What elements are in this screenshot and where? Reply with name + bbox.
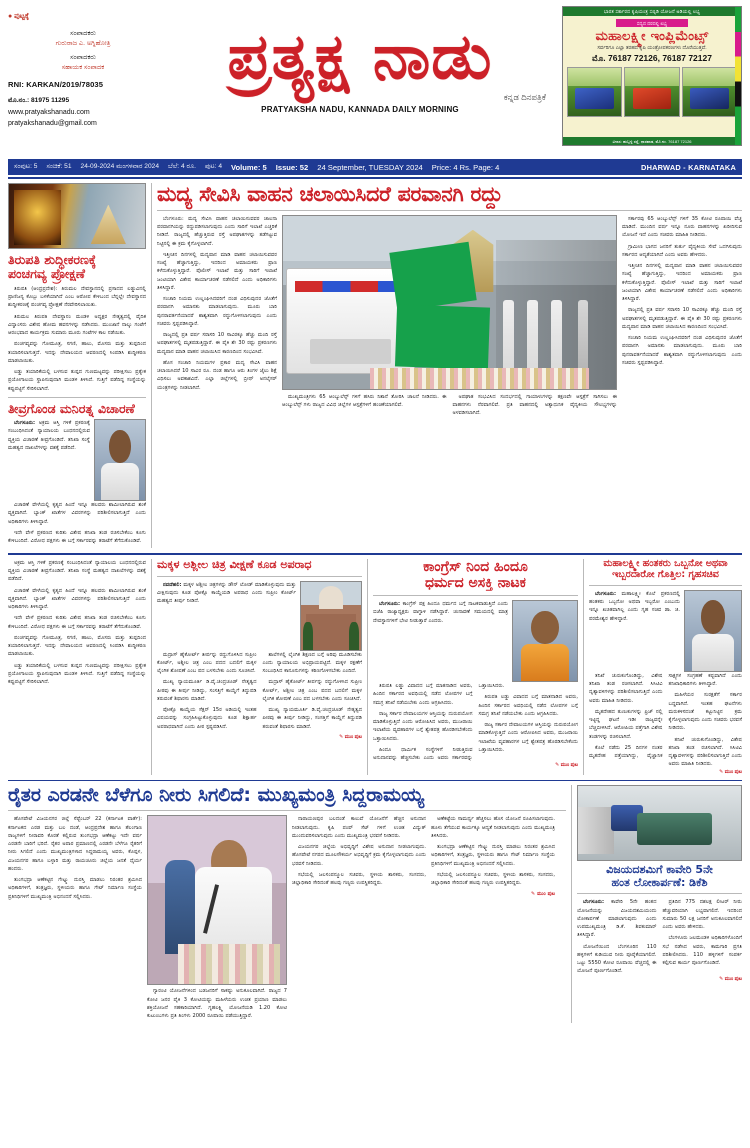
newspaper-subtitle-english: PRATYAKSHA NADU, KANNADA DAILY MORNING <box>261 105 459 115</box>
lead-para-9: ಗ್ರಾಮೀಣ ಭಾಗದ ಜನರಿಗೆ ತುರ್ತು ವೈದ್ಯಕೀಯ ಸೇವೆ ಒದಗಿಸುವುದು ಸರ್ಕಾರದ ಆದ್ಯತೆಯಾಗಿದೆ ಎಂದು ಅವರು ಹೇಳಿದರು. <box>622 243 742 258</box>
podium-flowers <box>178 944 280 984</box>
mid-story-2-intro <box>373 600 508 682</box>
left-band-continued <box>8 559 146 687</box>
left-story-2-portrait-photo <box>94 419 146 501</box>
publication-info-bar <box>8 159 742 175</box>
ad-description: ಸರ್ವರಿಗೂ ಎಲ್ಲಾ ತರಹದ ಕೃಷಿ ಯಂತ್ರೋಪಕರಣಗಳು ದೊರೆಯುತ್ತವೆ. <box>597 45 707 51</box>
lead-story-center <box>282 215 617 418</box>
mid-story-1-para-1: ನವದೆಹಲಿ: ಮಕ್ಕಳ ಅಶ್ಲೀಲ ಚಿತ್ರಗಳನ್ನು ಡೌನ್ ಲೋಡ್ ಮಾಡಿಕೊಳ್ಳುವುದು ಮತ್ತು ವೀಕ್ಷಿಸುವುದು ಕೂಡ ಪೋಕ್ಸೊ ಕಾಯ್ದೆಯಡಿ ಅಪರಾಧ ಎಂದು ಸುಪ್ರೀಂ ಕೋರ್ಟ್ ಮಹತ್ವದ ತೀರ್ಪು ನೀಡಿದೆ. <box>157 581 296 605</box>
ad-phone: ಮೊ. 76187 72126, 76187 72127 <box>592 53 712 63</box>
bottom-right-para-3: ಪ್ರತಿದಿನ 775 ದಶಲಕ್ಷ ಲೀಟರ್ ನೀರು ಹೆಚ್ಚುವರಿಯಾಗಿ ಲಭ್ಯವಾಗಲಿದೆ. ಇದರಿಂದ ಸುಮಾರು 50 ಲಕ್ಷ ಜನರಿಗೆ ಅನುಕೂಲವಾಗಲಿದೆ ಎಂದು ಅವರು ಹೇಳಿದರು. <box>662 899 742 931</box>
section-divider-2 <box>8 780 742 782</box>
siddaramaiah-podium-photo <box>147 815 287 985</box>
mid-story-1-para-7: ಮುಖ್ಯ ನ್ಯಾಯಮೂರ್ತಿ ಡಿ.ವೈ.ಚಂದ್ರಚೂಡ್ ನೇತೃತ್ವದ ಪೀಠವು ಈ ತೀರ್ಪು ನೀಡಿದ್ದು, ಸಂಸತ್ತಿಗೆ ಕಾಯ್ದೆಗೆ ತಿದ್ದುಪಡಿ ತರುವಂತೆ ಶಿಫಾರಸು ಮಾಡಿದೆ. <box>262 707 362 730</box>
visitors-group <box>578 807 614 854</box>
ad-product-images <box>563 67 741 117</box>
bottom-story-photo-col <box>147 815 287 1023</box>
column-divider-1 <box>151 183 152 548</box>
left-band-para-4: ಪಂಚಗವ್ಯವನ್ನು ಗೋಮೂತ್ರ, ಸಗಣಿ, ಹಾಲು, ಮೊಸರು ಮತ್ತು ತುಪ್ಪದಿಂದ ತಯಾರಿಸಲಾಗುತ್ತದೆ. ಇದನ್ನು ದೇವಾಲಯದ ಆವರಣದಲ್ಲಿ ಸಿಂಪಡಿಸಿ ಶುದ್ಧೀಕರಣ ಮಾಡಲಾಯಿತು. <box>8 634 146 658</box>
right-story-para-5: ಮಹಿಳೆಯರ ಸುರಕ್ಷತೆಗೆ ಸರ್ಕಾರ ಬದ್ಧವಾಗಿದೆ. ಇಂತಹ ಘಟನೆಗಳು ಮರುಕಳಿಸದಂತೆ ಕಟ್ಟುನಿಟ್ಟಿನ ಕ್ರಮ ಕೈಗೊಳ್ಳಲಾಗುವುದು ಎಂದು ಸಚಿವರು ಭರವಸೆ ನೀಡಿದರು. <box>668 692 742 732</box>
lead-story-col-3 <box>622 215 742 418</box>
mid-story-2-dateline: ಬೆಂಗಳೂರು: <box>379 601 401 608</box>
editor-label-2: ಸಂಪಾದಕರು <box>70 54 96 62</box>
mid-story-2-headline[interactable] <box>373 559 578 591</box>
minister-head <box>701 600 726 634</box>
green-flag-upper <box>389 242 476 311</box>
lead-para-6: ಮುಖ್ಯಮಂತ್ರಿಗಳು 65 ಆಂಬ್ಯುಲೆನ್ಸ್ ಗಳಿಗೆ ಹಸಿರು ನಿಶಾನೆ ತೋರಿಸಿ ಚಾಲನೆ ನೀಡಿದರು. ಈ ಆಂಬ್ಯುಲೆನ್ಸ್ ಗಳು ರಾಜ್ಯದ ವಿವಿಧ ಜಿಲ್ಲೆಗಳ ಆಸ್ಪತ್ರೆಗಳಿಗೆ ಹಂಚಿಕೆಯಾಗಲಿವೆ. <box>282 393 447 409</box>
mid-story-2-para-3: ರಾಜ್ಯ ಸರ್ಕಾರ ದೇವಾಲಯಗಳ ಆಸ್ತಿಯನ್ನು ದುರುಪಯೋಗ ಮಾಡಿಕೊಳ್ಳುತ್ತಿದೆ ಎಂದು ಆರೋಪಿಸಿದ ಅವರು, ಮುಜರಾಯಿ ಇಲಾಖೆಯ ವ್ಯವಹಾರಗಳ ಬಗ್ಗೆ ಶ್ವೇತಪತ್ರ ಹೊರಡಿಸಬೇಕೆಂದು ಒತ್ತಾಯಿಸಿದರು. <box>373 710 473 742</box>
column-divider-2 <box>151 559 152 775</box>
ad-business-name: ಮಹಾಲಕ್ಷ್ಮೀ ಇಂಪ್ಲಿಮೆಂಟ್ಸ್ <box>595 29 709 44</box>
bottom-right-para-1: ಬೆಂಗಳೂರು: ಕಾವೇರಿ 5ನೇ ಹಂತದ ಯೋಜನೆಯನ್ನು ವಿಜಯದಶಮಿಯಂದು ಲೋಕಾರ್ಪಣೆ ಮಾಡಲಾಗುವುದು ಎಂದು ಉಪಮುಖ್ಯಮಂತ್ರಿ ಡಿ.ಕೆ. ಶಿವಕುಮಾರ್ ತಿಳಿಸಿದ್ದಾರೆ. <box>577 899 657 939</box>
lead-story-body-area <box>157 215 742 418</box>
mid-story-2-headline-line1: ಕಾಂಗ್ರೆಸ್ ನಿಂದ ಹಿಂದೂ <box>423 558 528 575</box>
masthead-contact <box>8 96 158 129</box>
left-band-para-1: ಅಕ್ರಮ ಆಸ್ತಿ ಗಳಿಕೆ ಪ್ರಕರಣಕ್ಕೆ ಸಂಬಂಧಿಸಿದಂತೆ ನ್ಯಾಯಾಲಯ ಬಂಧನದಲ್ಲಿರುವ ವ್ಯಕ್ತಿಯ ವಿಚಾರಣೆ ತೀವ್ರಗೊಂಡಿದೆ. ತನಿಖಾ ಸಂಸ್ಥೆ ಮಹತ್ವದ ದಾಖಲೆಗಳನ್ನು ವಶಕ್ಕೆ ಪಡೆದಿದೆ. <box>8 559 146 583</box>
bottom-story-headline[interactable]: ರೈತರ ಎರಡನೇ ಬೆಳೆಗೂ ನೀರು ಸಿಗಲಿದೆ: ಮುಖ್ಯಮಂತ್ರಿ ಸಿದ್ದರಾಮಯ್ಯ <box>8 784 425 807</box>
mid-story-2 <box>373 559 578 775</box>
lead-story-col-1 <box>157 215 277 418</box>
bottom-right-headline-line1: ವಿಜಯದಶಮಿಗೆ ಕಾವೇರಿ 5ನೇ <box>606 863 713 877</box>
bottom-right-para-4: ಬೆಂಗಳೂರು ಜಲಮಂಡಳಿ ಅಧಿಕಾರಿಗಳೊಂದಿಗೆ ಸಭೆ ನಡೆಸಿದ ಅವರು, ಕಾಮಗಾರಿ ಪ್ರಗತಿ ಪರಿಶೀಲಿಸಿದರು. 110 ಹಳ್ಳಿಗಳಿಗೆ ಸಂಪರ್ಕ ಕಲ್ಪಿಸುವ ಕಾರ್ಯ ಪೂರ್ಣಗೊಂಡಿದೆ. <box>662 935 742 967</box>
water-treatment-plant-photo <box>577 785 742 861</box>
left-band-para-2: ವಿಚಾರಣೆ ವೇಳೆಯಲ್ಲಿ ಕೃತ್ಯದ ಹಿಂದೆ ಇನ್ನೂ ಹಲವರು ಶಾಮೀಲಾಗಿರುವ ಶಂಕೆ ವ್ಯಕ್ತವಾಗಿದೆ. ಬ್ಯಾಂಕ್ ಖಾತೆಗಳ ವಿವರಗಳನ್ನು ಪರಿಶೀಲಿಸಲಾಗುತ್ತಿದೆ ಎಂದು ಅಧಿಕಾರಿಗಳು ತಿಳಿಸಿದ್ದಾರೆ. <box>8 587 146 611</box>
masthead-credit-2 <box>8 53 158 72</box>
bottom-para-8: ತುಂಗಭದ್ರಾ ಆಣೆಕಟ್ಟಿನ ಗೇಟ್ನ್ನು ದುರಸ್ತಿ ಮಾಡಲು ನಿರಂತರ ಶ್ರಮಿಸಿದ ಅಧಿಕಾರಿಗಳಿಗೆ, ತಂತ್ರಜ್ಞರು, ಸ್ಥಳೀಯರು ಹಾಗೂ ಗೇಟ್ ನಿರ್ಮಾಣ ಸಂಸ್ಥೆಯ ಪ್ರತಿನಿಧಿಗಳಿಗೆ ಮುಖ್ಯಮಂತ್ರಿ ಅಭಿನಂದನೆ ಸಲ್ಲಿಸಿದರು. <box>431 844 555 867</box>
mid-story-2-para-5: ತಿರುಪತಿ ಲಡ್ಡು ವಿವಾದದ ಬಗ್ಗೆ ಮಾತನಾಡಿದ ಅವರು, ಹಿಂದಿನ ಸರ್ಕಾರದ ಅವಧಿಯಲ್ಲಿ ನಡೆದ ಲೋಪಗಳ ಬಗ್ಗೆ ಸಮಗ್ರ ತನಿಖೆ ನಡೆಯಬೇಕು ಎಂದು ಆಗ್ರಹಿಸಿದರು. <box>478 694 578 717</box>
info-kn-price: ಬೆಲೆ: 4 ರೂ. <box>167 163 196 170</box>
ad-product-plough-image <box>567 67 622 117</box>
rni-number: RNI: KARKAN/2019/78035 <box>8 80 104 90</box>
right-story-para-2: ತನಿಖೆ ಚುರುಕುಗೊಂಡಿದ್ದು, ವಿಶೇಷ ತನಿಖಾ ತಂಡ ರಚಿಸಲಾಗಿದೆ. ಸಿಸಿಟಿವಿ ದೃಶ್ಯಾವಳಿಗಳನ್ನು ಪರಿಶೀಲಿಸಲಾಗುತ್ತಿದೆ ಎಂದು ಅವರು ಮಾಹಿತಿ ನೀಡಿದರು. <box>589 672 663 704</box>
left-story-1-headline-line1: ತಿರುಪತಿ ಶುದ್ಧೀಕರಣಕ್ಕೆ <box>8 252 97 267</box>
right-story-para-6: ತನಿಖೆ ಚುರುಕುಗೊಂಡಿದ್ದು, ವಿಶೇಷ ತನಿಖಾ ತಂಡ ರಚಿಸಲಾಗಿದೆ. ಸಿಸಿಟಿವಿ ದೃಶ್ಯಾವಳಿಗಳನ್ನು ಪರಿಶೀಲಿಸಲಾಗುತ್ತಿದೆ ಎಂದು ಅವರು ಮಾಹಿತಿ ನೀಡಿದರು. <box>668 736 742 768</box>
left-story-2-para-1: ಬೆಂಗಳೂರು: ಅಕ್ರಮ ಆಸ್ತಿ ಗಳಿಕೆ ಪ್ರಕರಣಕ್ಕೆ ಸಂಬಂಧಿಸಿದಂತೆ ನ್ಯಾಯಾಲಯ ಬಂಧನದಲ್ಲಿರುವ ವ್ಯಕ್ತಿಯ ವಿಚಾರಣೆ ತೀವ್ರಗೊಂಡಿದೆ. ತನಿಖಾ ಸಂಸ್ಥೆ ಮಹತ್ವದ ದಾಖಲೆಗಳನ್ನು ವಶಕ್ಕೆ ಪಡೆದಿದೆ. <box>8 420 90 451</box>
ad-footer-address: ವಿಳಾಸ: ಹುಬ್ಬಳ್ಳಿ ರಸ್ತೆ, ಧಾರವಾಡ, ಮೊ.ನಂ. 76187 72126 <box>563 137 741 145</box>
flower-decoration <box>370 368 590 389</box>
lead-para-10: ಇತ್ತೀಚಿನ ದಿನಗಳಲ್ಲಿ ಮದ್ಯಪಾನ ಮಾಡಿ ವಾಹನ ಚಲಾಯಿಸುವವರ ಸಂಖ್ಯೆ ಹೆಚ್ಚಾಗುತ್ತಿದ್ದು, ಇದರಿಂದ ಅಮಾಯಕರು ಪ್ರಾಣ ಕಳೆದುಕೊಳ್ಳುತ್ತಿದ್ದಾರೆ. ಪೊಲೀಸ್ ಇಲಾಖೆ ಮತ್ತು ಸಾರಿಗೆ ಇಲಾಖೆ ಜಂಟಿಯಾಗಿ ವಿಶೇಷ ಕಾರ್ಯಾಚರಣೆ ನಡೆಸಲಿದೆ ಎಂದು ಅಧಿಕಾರಿಗಳು ತಿಳಿಸಿದ್ದಾರೆ. <box>622 263 742 303</box>
mid-story-2-headline-line2: ಧರ್ಮದ ಅಸಕ್ತಿ ನಾಟಕ <box>425 575 526 592</box>
mid-story-2-more-link[interactable]: ✎ ಮುಂ ಪುಟ <box>555 762 578 769</box>
editor-name-1: ಗುರುರಾಜ ಎ. ಅಗ್ನಿಹೋತ್ರಿ <box>55 39 111 47</box>
ad-color-strip <box>735 7 741 145</box>
second-band <box>8 559 742 775</box>
info-date: 24 September, TUESDAY 2024 <box>317 162 423 172</box>
mid-story-1-para-4: ಪೋಕ್ಸೊ ಕಾಯ್ದೆಯ ಸೆಕ್ಷನ್ 15ರ ಅಡಿಯಲ್ಲಿ ಇಂತಹ ವಿಷಯವನ್ನು ಸಂಗ್ರಹಿಸಿಟ್ಟುಕೊಳ್ಳುವುದು ಕೂಡ ಶಿಕ್ಷಾರ್ಹ ಅಪರಾಧವಾಗಿದೆ ಎಂದು ಪೀಠ ಸ್ಪಷ್ಟಪಡಿಸಿದೆ. <box>157 707 257 730</box>
bottom-right-rule <box>577 893 742 894</box>
supreme-court-dome <box>319 586 343 609</box>
lead-para-7: ಅಪಘಾತ ಸಂಭವಿಸಿದ ಸಂದರ್ಭದಲ್ಲಿ ಗಾಯಾಳುಗಳನ್ನು ತಕ್ಷಣವೇ ಆಸ್ಪತ್ರೆಗೆ ಸಾಗಿಸಲು ಈ ವಾಹನಗಳು ನೆರವಾಗಲಿವೆ. ಪ್ರತಿ ವಾಹನದಲ್ಲಿ ಅತ್ಯಾಧುನಿಕ ವೈದ್ಯಕೀಯ ಸೌಲಭ್ಯಗಳನ್ನು ಅಳವಡಿಸಲಾಗಿದೆ. <box>452 393 617 417</box>
contact-phone: ಮೊ.ನಂ.: 81975 11295 <box>8 97 70 105</box>
mid-story-2-para-6: ರಾಜ್ಯ ಸರ್ಕಾರ ದೇವಾಲಯಗಳ ಆಸ್ತಿಯನ್ನು ದುರುಪಯೋಗ ಮಾಡಿಕೊಳ್ಳುತ್ತಿದೆ ಎಂದು ಆರೋಪಿಸಿದ ಅವರು, ಮುಜರಾಯಿ ಇಲಾಖೆಯ ವ್ಯವಹಾರಗಳ ಬಗ್ಗೆ ಶ್ವೇತಪತ್ರ ಹೊರಡಿಸಬೇಕೆಂದು ಒತ್ತಾಯಿಸಿದರು. <box>478 722 578 753</box>
masthead <box>8 6 742 156</box>
lead-para-11: ರಾಜ್ಯದಲ್ಲಿ ಪ್ರತಿ ವರ್ಷ ಸರಾಸರಿ 10 ಸಾವಿರಕ್ಕೂ ಹೆಚ್ಚು ಮಂದಿ ರಸ್ತೆ ಅಪಘಾತಗಳಲ್ಲಿ ಮೃತಪಡುತ್ತಿದ್ದಾರೆ. ಈ ಪೈಕಿ ಶೇ 30 ರಷ್ಟು ಪ್ರಕರಣಗಳು ಮದ್ಯಪಾನ ಮಾಡಿ ವಾಹನ ಚಲಾಯಿಸಿದ ಕಾರಣದಿಂದ ಸಂಭವಿಸಿವೆ. <box>622 307 742 330</box>
mid-story-1-para-3: ಮುಖ್ಯ ನ್ಯಾಯಮೂರ್ತಿ ಡಿ.ವೈ.ಚಂದ್ರಚೂಡ್ ನೇತೃತ್ವದ ಪೀಠವು ಈ ತೀರ್ಪು ನೀಡಿದ್ದು, ಸಂಸತ್ತಿಗೆ ಕಾಯ್ದೆಗೆ ತಿದ್ದುಪಡಿ ತರುವಂತೆ ಶಿಫಾರಸು ಮಾಡಿದೆ. <box>157 679 257 702</box>
masthead-title-block <box>158 6 562 114</box>
column-divider-3 <box>367 559 368 775</box>
bottom-para-1: ಹೊಸಪೇಟೆ ವಿಜಯನಗರ ಜಿಲ್ಲೆ ಸೆಪ್ಟೆಂಬರ್ 22 (ಕರ್ನಾಟಕ ವಾರ್ತೆ): ಕರ್ನಾಟಕದ ಎರಡ ಮತ್ತು ಬಲ ದಂಡೆ, ಆಂಧ್ರಪ್ರದೇಶ ಹಾಗೂ ತೆಲಂಗಾಣ ರಾಜ್ಯಗಳಿಗೆ ನೀರಾವರಿ ಕೊರತೆ ಕಲ್ಲಿರುವ ತುಂಗಭದ್ರಾ ಆಣೆಕಟ್ಟು ಇದೇ ವರ್ಷ ಎರಡನೇ ಬಾರಿಗೆ ಭರಿದೆ. ರೈತರ ಅಪಾರ ಪ್ರಮಾಣದಲ್ಲಿ ಎರಡನೇ ಬೆಳೆಗೂ ರೈತರಿಗೆ ನೀರು ಸಿಗಲಿದೆ ಎಂದು ಮುಖ್ಯಮಂತ್ರಿಗಳಾದ ಸಿದ್ದರಾಮಯ್ಯ ಅವರು, ಕೊಪ್ಪಳ, ವಿಜಯನಗರ ಹಾಗೂ ಬಳ್ಳಾರಿ ಮತ್ತು ರಾಯಚೂರು ಜಿಲ್ಲೆಯ ಜನತೆ ಧೈರ್ಯ ಹಂದರು. <box>8 816 142 872</box>
left-story-1-para-1: ತಿರುಪತಿ (ಆಂಧ್ರಪ್ರದೇಶ): ತಿರುಮಲ ದೇವಸ್ಥಾನದಲ್ಲಿ ಪ್ರಸಾದದ ಲಡ್ಡುವಿನಲ್ಲಿ ಪ್ರಾಣಿಜನ್ಯ ಕೊಬ್ಬು ಬಳಕೆಯಾಗಿದೆ ಎಂಬ ಆರೋಪ ಕೇಳಿಬಂದ ಬೆನ್ನಲ್ಲೇ ದೇವಸ್ಥಾನದ ಶುದ್ಧೀಕರಣಕ್ಕೆ ಪಂಚಗವ್ಯ ಪ್ರೋಕ್ಷಣೆ ನೆರವೇರಿಸಲಾಯಿತು. <box>8 285 146 309</box>
bottom-story-rule <box>8 810 566 811</box>
lead-para-12: ಸಂಚಾರಿ ನಿಯಮ ಉಲ್ಲಂಘಿಸಿದವರಿಗೆ ದಂಡ ವಿಧಿಸುವುದರ ಜೊತೆಗೆ ಪರವಾನಗಿ ಅಮಾನತು ಮಾಡಲಾಗುವುದು. ಮೂರು ಬಾರಿ ಪುನರಾವರ್ತನೆಯಾದರೆ ಶಾಶ್ವತವಾಗಿ ರದ್ದುಗೊಳಿಸಲಾಗುವುದು ಎಂದು ಸಚಿವರು ಸ್ಪಷ್ಟಪಡಿಸಿದ್ದಾರೆ. <box>622 335 742 366</box>
leader-head <box>531 611 559 645</box>
contact-website[interactable]: www.pratyakshanadu.com <box>8 108 90 116</box>
mid-story-1-body <box>157 651 362 734</box>
bottom-para-2: ತುಂಗಭದ್ರಾ ಆಣೆಕಟ್ಟಿನ ಗೇಟ್ನ್ನು ದುರಸ್ತಿ ಮಾಡಲು ನಿರಂತರ ಶ್ರಮಿಸಿದ ಅಧಿಕಾರಿಗಳಿಗೆ, ತಂತ್ರಜ್ಞರು, ಸ್ಥಳೀಯರು ಹಾಗೂ ಗೇಟ್ ನಿರ್ಮಾಣ ಸಂಸ್ಥೆಯ ಪ್ರತಿನಿಧಿಗಳಿಗೆ ಮುಖ್ಯಮಂತ್ರಿ ಅಭಿನಂದನೆ ಸಲ್ಲಿಸಿದರು. <box>8 877 142 900</box>
left-story-1-headline-line2: ಪಂಚಗವ್ಯ ಪ್ರೋಕ್ಷಣೆ <box>8 266 85 282</box>
right-story-headline[interactable] <box>589 559 742 581</box>
lead-para-2: ಇತ್ತೀಚಿನ ದಿನಗಳಲ್ಲಿ ಮದ್ಯಪಾನ ಮಾಡಿ ವಾಹನ ಚಲಾಯಿಸುವವರ ಸಂಖ್ಯೆ ಹೆಚ್ಚಾಗುತ್ತಿದ್ದು, ಇದರಿಂದ ಅಮಾಯಕರು ಪ್ರಾಣ ಕಳೆದುಕೊಳ್ಳುತ್ತಿದ್ದಾರೆ. ಪೊಲೀಸ್ ಇಲಾಖೆ ಮತ್ತು ಸಾರಿಗೆ ಇಲಾಖೆ ಜಂಟಿಯಾಗಿ ವಿಶೇಷ ಕಾರ್ಯಾಚರಣೆ ನಡೆಸಲಿದೆ ಎಂದು ಅಧಿಕಾರಿಗಳು ತಿಳಿಸಿದ್ದಾರೆ. <box>157 251 277 291</box>
bottom-story-columns <box>8 815 566 1023</box>
portrait-head <box>109 430 131 464</box>
masthead-advertisement[interactable] <box>562 6 742 146</box>
main-column <box>157 183 742 548</box>
lead-para-1: ಬೆಂಗಳೂರು: ಮದ್ಯ ಸೇವಿಸಿ ವಾಹನ ಚಲಾಯಿಸುವವರ ಚಾಲನಾ ಪರವಾನಗಿಯನ್ನು ರದ್ದುಪಡಿಸಲಾಗುವುದು ಎಂದು ಸಾರಿಗೆ ಇಲಾಖೆ ಎಚ್ಚರಿಕೆ ನೀಡಿದೆ. ರಾಜ್ಯದಲ್ಲಿ ಹೆಚ್ಚುತ್ತಿರುವ ರಸ್ತೆ ಅಪಘಾತಗಳನ್ನು ತಡೆಗಟ್ಟುವ ನಿಟ್ಟಿನಲ್ಲಿ ಈ ಕ್ರಮ ಕೈಗೊಳ್ಳಲಾಗಿದೆ. <box>157 215 277 247</box>
mid-story-1-para-2: ಮದ್ರಾಸ್ ಹೈಕೋರ್ಟ್ ತೀರ್ಪನ್ನು ರದ್ದುಗೊಳಿಸಿದ ಸುಪ್ರೀಂ ಕೋರ್ಟ್, ಅಶ್ಲೀಲ ಚಿತ್ರ ಎಂಬ ಪದದ ಬದಲಿಗೆ ಮಕ್ಕಳ ಲೈಂಗಿಕ ಶೋಷಣೆ ಎಂಬ ಪದ ಬಳಸಬೇಕು ಎಂದು ಸೂಚಿಸಿದೆ. <box>157 651 257 675</box>
info-kn-issue: ಸಂಚಿಕೆ: 51 <box>46 163 72 170</box>
bottom-para-9: ಸಭೆಯಲ್ಲಿ ಜಲಸಂಪನ್ಮೂಲ ಸಚಿವರು, ಸ್ಥಳೀಯ ಶಾಸಕರು, ಸಂಸದರು, ಜಿಲ್ಲಾಧಿಕಾರಿ ಸೇರಿದಂತೆ ಹಲವು ಗಣ್ಯರು ಉಪಸ್ಥಿತರಿದ್ದರು. <box>431 871 555 887</box>
right-story-intro <box>589 590 680 672</box>
mid-story-2-para-4: ಹಿಂದೂ ಧಾರ್ಮಿಕ ಸಂಸ್ಥೆಗಳಿಗೆ ನೀಡುತ್ತಿರುವ ಅನುದಾನವನ್ನು ಹೆಚ್ಚಿಸಬೇಕು ಎಂದು ಅವರು ಸರ್ಕಾರವನ್ನು ಒತ್ತಾಯಿಸಿದರು. <box>373 683 505 762</box>
left-story-1-body <box>8 285 146 393</box>
deity-figure <box>14 190 60 245</box>
editor-name-2: ಸಹಾಯಕ ಸಂಪಾದಕ <box>61 63 105 71</box>
left-story-2-headline[interactable]: ತೀವ್ರಗೊಂಡ ಮನಿರತ್ನ ವಿಚಾರಣೆ <box>8 400 135 416</box>
masthead-bullet: ● ಪುಟ್ಟಕ್ಕೆ <box>8 13 30 20</box>
portrait-body <box>101 463 139 500</box>
lead-story-col-2 <box>282 393 617 418</box>
info-issue: Issue: 52 <box>275 162 309 172</box>
header-rule <box>8 177 742 179</box>
bottom-story-more-link[interactable]: ✎ ಮುಂ ಪುಟ <box>531 891 555 898</box>
masthead-credit-1 <box>8 29 158 48</box>
bottom-right-story <box>577 785 742 1023</box>
mid-story-1-headline[interactable]: ಮಕ್ಕಳ ಅಶ್ಲೀಲ ಚಿತ್ರ ವೀಕ್ಷಣೆ ಕೂಡ ಅಪರಾಧ <box>157 557 312 571</box>
right-story-dateline: ಬೆಂಗಳೂರು: <box>595 590 617 597</box>
top-section <box>8 183 742 548</box>
right-story-rule <box>589 585 742 586</box>
mid-story-2-body <box>373 682 578 762</box>
right-story-para-1: ಬೆಂಗಳೂರು: ಮಹಾಲಕ್ಷ್ಮೀ ಕೊಲೆ ಪ್ರಕರಣದಲ್ಲಿ ಹಂತಕರು ಒಬ್ಬನೋ ಅಥವಾ ಇಬ್ಬರೋ ಎಂಬುದು ಇನ್ನೂ ಖಚಿತವಾಗಿಲ್ಲ ಎಂದು ಗೃಹ ಸಚಿವ ಡಾ. ಜಿ. ಪರಮೇಶ್ವರ ಹೇಳಿದ್ದಾರೆ. <box>589 590 680 622</box>
bottom-right-dateline: ಬೆಂಗಳೂರು: <box>583 899 605 906</box>
left-story-2-para-2: ವಿಚಾರಣೆ ವೇಳೆಯಲ್ಲಿ ಕೃತ್ಯದ ಹಿಂದೆ ಇನ್ನೂ ಹಲವರು ಶಾಮೀಲಾಗಿರುವ ಶಂಕೆ ವ್ಯಕ್ತವಾಗಿದೆ. ಬ್ಯಾಂಕ್ ಖಾತೆಗಳ ವಿವರಗಳನ್ನು ಪರಿಶೀಲಿಸಲಾಗುತ್ತಿದೆ ಎಂದು ಅಧಿಕಾರಿಗಳು ತಿಳಿಸಿದ್ದಾರೆ. <box>8 502 146 525</box>
ad-ribbon: ಸದ್ಯದ ದರದಲ್ಲಿ ಲಭ್ಯ <box>616 19 688 27</box>
bottom-para-4: ನಾರಾಯಣಪುರ ಬಲದಂಡೆ ಕಾಲುವೆ ಯೋಜನೆಗೆ ಹೆಚ್ಚಿನ ಅನುದಾನ ನೀಡಲಾಗುವುದು. ಕೃಷಿ ಪಂಪ್ ಸೆಟ್ ಗಳಿಗೆ ಉಚಿತ ವಿದ್ಯುತ್ ಮುಂದುವರಿಸಲಾಗುವುದು ಎಂದು ಮುಖ್ಯಮಂತ್ರಿ ಭರವಸೆ ನೀಡಿದರು. <box>292 816 426 839</box>
mid-story-1-para-6: ಮದ್ರಾಸ್ ಹೈಕೋರ್ಟ್ ತೀರ್ಪನ್ನು ರದ್ದುಗೊಳಿಸಿದ ಸುಪ್ರೀಂ ಕೋರ್ಟ್, ಅಶ್ಲೀಲ ಚಿತ್ರ ಎಂಬ ಪದದ ಬದಲಿಗೆ ಮಕ್ಕಳ ಲೈಂಗಿಕ ಶೋಷಣೆ ಎಂಬ ಪದ ಬಳಸಬೇಕು ಎಂದು ಸೂಚಿಸಿದೆ. <box>262 679 362 702</box>
bottom-section <box>8 785 742 1023</box>
section-divider-1 <box>8 553 742 555</box>
bottom-right-body <box>577 898 742 975</box>
tree-left <box>303 622 313 649</box>
flag-off-ceremony-photo <box>282 215 617 390</box>
column-divider-4 <box>583 559 584 775</box>
bottom-story-col-4 <box>431 815 555 1023</box>
left-story-2-body <box>8 501 146 545</box>
left-band-para-5: ಲಡ್ಡು ತಯಾರಿಕೆಯಲ್ಲಿ ಬಳಸುವ ತುಪ್ಪದ ಗುಣಮಟ್ಟವನ್ನು ಪರೀಕ್ಷಿಸಲು ಪ್ರತ್ಯೇಕ ಪ್ರಯೋಗಾಲಯ ಸ್ಥಾಪಿಸುವುದಾಗಿ ಮಂಡಳಿ ತಿಳಿಸಿದೆ. ಗುತ್ತಿಗೆ ಪಡೆದಿದ್ದ ಸಂಸ್ಥೆಯನ್ನು ಕಪ್ಪುಪಟ್ಟಿಗೆ ಸೇರಿಸಲಾಗಿದೆ. <box>8 662 146 686</box>
right-story-para-3: ಮೃತದೇಹದ ತುಣುಕುಗಳನ್ನು ಫ್ರಿಜ್ ನಲ್ಲಿ ಇಟ್ಟಿದ್ದ ಘಟನೆ ಇಡೀ ರಾಜ್ಯವನ್ನೇ ಬೆಚ್ಚಿಬೀಳಿಸಿದೆ. ಆರೋಪಿಯ ಪತ್ತೆಗಾಗಿ ವಿಶೇಷ ತಂಡಗಳನ್ನು ರಚಿಸಲಾಗಿದೆ. <box>589 708 663 740</box>
bottom-main-story <box>8 785 566 1023</box>
left-band-para-3: ಇದೇ ವೇಳೆ ಪ್ರಕರಣದ ಕುರಿತು ವಿಶೇಷ ತನಿಖಾ ತಂಡ ರಚಿಸಬೇಕೆಂಬ ಕೂಗು ಕೇಳಿಬಂದಿದೆ. ವಿರೋಧ ಪಕ್ಷಗಳು ಈ ಬಗ್ಗೆ ಸರ್ಕಾರವನ್ನು ತರಾಟೆಗೆ ತೆಗೆದುಕೊಂಡಿವೆ. <box>8 615 146 630</box>
left-story-2-dateline: ಬೆಂಗಳೂರು: <box>14 420 36 427</box>
left-story-1-para-4: ಲಡ್ಡು ತಯಾರಿಕೆಯಲ್ಲಿ ಬಳಸುವ ತುಪ್ಪದ ಗುಣಮಟ್ಟವನ್ನು ಪರೀಕ್ಷಿಸಲು ಪ್ರತ್ಯೇಕ ಪ್ರಯೋಗಾಲಯ ಸ್ಥಾಪಿಸುವುದಾಗಿ ಮಂಡಳಿ ತಿಳಿಸಿದೆ. ಗುತ್ತಿಗೆ ಪಡೆದಿದ್ದ ಸಂಸ್ಥೆಯನ್ನು ಕಪ್ಪುಪಟ್ಟಿಗೆ ಸೇರಿಸಲಾಗಿದೆ. <box>8 369 146 392</box>
info-kn-volume: ಸಂಪುಟ: 5 <box>14 163 38 170</box>
lead-para-8: ಸರ್ಕಾರವು 65 ಆಂಬ್ಯುಲೆನ್ಸ್ ಗಳಿಗೆ 35 ಕೋಟಿ ರೂಪಾಯಿ ವೆಚ್ಚ ಮಾಡಿದೆ. ಮುಂದಿನ ವರ್ಷ ಇನ್ನೂ ನೂರು ವಾಹನಗಳನ್ನು ಖರೀದಿಸುವ ಯೋಜನೆ ಇದೆ ಎಂದು ಸಚಿವರು ಮಾಹಿತಿ ನೀಡಿದರು. <box>622 215 742 239</box>
bottom-story-col-2 <box>147 987 287 1020</box>
minister-body <box>692 634 735 671</box>
right-story-body <box>589 672 742 769</box>
left-story-1-para-2: ತಿರುಮಲ ತಿರುಪತಿ ದೇವಸ್ಥಾನಂ ಮಂಡಳಿ ಅಧ್ಯಕ್ಷರ ನೇತೃತ್ವದಲ್ಲಿ ವೈದಿಕ ವಿದ್ವಾಂಸರು ವಿಶೇಷ ಹೋಮ ಹವನಗಳನ್ನು ನಡೆಸಿದರು. ಮುಂಜಾನೆ ನಾಲ್ಕು ಗಂಟೆಗೆ ಆರಂಭವಾದ ಕಾರ್ಯಕ್ರಮ ಸುಮಾರು ಮೂರು ಗಂಟೆಗಳ ಕಾಲ ನಡೆಯಿತು. <box>8 313 146 336</box>
contact-email[interactable]: pratyakshanadu@gmail.com <box>8 120 97 128</box>
bottom-para-7: ಅಣೆಕಟ್ಟೆಯ ಸಾಮರ್ಥ್ಯ ಹೆಚ್ಚಿಸಲು ಹೊಸ ಯೋಜನೆ ರೂಪಿಸಲಾಗುವುದು. ಹೂಳು ತೆಗೆಯುವ ಕಾರ್ಯಕ್ಕೂ ಆದ್ಯತೆ ನೀಡಲಾಗುವುದು ಎಂದು ಮುಖ್ಯಮಂತ್ರಿ ತಿಳಿಸಿದರು. <box>431 816 556 839</box>
left-story-1-headline[interactable] <box>8 253 146 282</box>
mid-story-1-para-5: ಶಾಲೆಗಳಲ್ಲಿ ಲೈಂಗಿಕ ಶಿಕ್ಷಣದ ಬಗ್ಗೆ ಅರಿವು ಮೂಡಿಸಬೇಕು ಎಂದು ನ್ಯಾಯಾಲಯ ಅಭಿಪ್ರಾಯಪಟ್ಟಿದೆ. ಮಕ್ಕಳ ರಕ್ಷಣೆಗೆ ಸಂಬಂಧಿಸಿದ ಕಾನೂನುಗಳನ್ನು ಕಠಿಣಗೊಳಿಸಬೇಕು ಎಂದಿದೆ. <box>262 651 362 675</box>
bottom-right-headline-line2: ಹಂತ ಲೋಕಾರ್ಪಣೆ: ಡಿಕೆಶಿ <box>611 875 708 889</box>
info-volume: Volume: 5 <box>231 162 267 172</box>
ad-product-rotavator-image <box>624 67 679 117</box>
ambulance-grill <box>310 339 391 364</box>
mid-story-2-para-1: ಬೆಂಗಳೂರು: ಕಾಂಗ್ರೆಸ್ ಪಕ್ಷ ಹಿಂದೂ ಧರ್ಮದ ಬಗ್ಗೆ ನಾಟಕವಾಡುತ್ತಿದೆ ಎಂದು ಬಿಜೆಪಿ ರಾಜ್ಯಾಧ್ಯಕ್ಷರು ವಾಗ್ದಾಳಿ ನಡೆಸಿದ್ದಾರೆ. ಚುನಾವಣೆ ಸಮಯದಲ್ಲಿ ಮಾತ್ರ ದೇವಸ್ಥಾನಗಳಿಗೆ ಭೇಟಿ ನೀಡುತ್ತಾರೆ ಎಂದರು. <box>373 601 508 624</box>
info-place: DHARWAD - KARNATAKA <box>641 162 736 172</box>
lead-para-3: ಸಂಚಾರಿ ನಿಯಮ ಉಲ್ಲಂಘಿಸಿದವರಿಗೆ ದಂಡ ವಿಧಿಸುವುದರ ಜೊತೆಗೆ ಪರವಾನಗಿ ಅಮಾನತು ಮಾಡಲಾಗುವುದು. ಮೂರು ಬಾರಿ ಪುನರಾವರ್ತನೆಯಾದರೆ ಶಾಶ್ವತವಾಗಿ ರದ್ದುಗೊಳಿಸಲಾಗುವುದು ಎಂದು ಸಚಿವರು ಸ್ಪಷ್ಟಪಡಿಸಿದ್ದಾರೆ. <box>157 296 277 327</box>
leader-body <box>521 644 570 681</box>
mid-story-1-intro <box>157 581 296 651</box>
right-story-para-4: ಕೊಲೆ ನಡೆದು 25 ದಿನಗಳ ನಂತರ ಮೃತದೇಹ ಪತ್ತೆಯಾಗಿದ್ದು, ವೈಜ್ಞಾನಿಕ ಸಾಕ್ಷ್ಯಗಳ ಸಂಗ್ರಹಣೆ ಕಷ್ಟವಾಗಿದೆ ಎಂದು ತನಿಖಾಧಿಕಾರಿಗಳು ತಿಳಿಸಿದ್ದಾರೆ. <box>589 672 742 760</box>
supreme-court-photo <box>300 581 362 651</box>
mid-story-1 <box>157 559 362 775</box>
bottom-right-headline[interactable] <box>577 864 742 889</box>
ad-banner-top: ಭಾರತ ಸರ್ಕಾರದ ಕೃಷಿಯಂತ್ರ ಸಬ್ಸಿಡಿ ಯೋಜನೆ ಅಡಿಯಲ್ಲಿ ಲಭ್ಯ <box>563 7 741 16</box>
right-story-headline-line2: ಇಬ್ಬರದಾರೋ ಗೊತ್ತಿಲ: ಗೃಹಸಚಿವ <box>612 568 719 580</box>
right-story <box>589 559 742 775</box>
tirupati-temple-photo <box>8 183 146 249</box>
lead-headline[interactable]: ಮದ್ಯ ಸೇವಿಸಿ ವಾಹನ ಚಲಾಯಿಸಿದರೆ ಪರವಾನಗಿ ರದ್ದು <box>157 182 503 206</box>
bottom-story-col-3 <box>292 815 426 1023</box>
home-minister-photo <box>684 590 742 672</box>
bottom-story-col-1 <box>8 815 142 1023</box>
right-story-more-link[interactable]: ✎ ಮುಂ ಪುಟ <box>719 768 742 775</box>
left-story-2-para-3: ಇದೇ ವೇಳೆ ಪ್ರಕರಣದ ಕುರಿತು ವಿಶೇಷ ತನಿಖಾ ತಂಡ ರಚಿಸಬೇಕೆಂಬ ಕೂಗು ಕೇಳಿಬಂದಿದೆ. ವಿರೋಧ ಪಕ್ಷಗಳು ಈ ಬಗ್ಗೆ ಸರ್ಕಾರವನ್ನು ತರಾಟೆಗೆ ತೆಗೆದುಕೊಂಡಿವೆ. <box>8 529 146 545</box>
bottom-para-3: ಗ್ಯಾರಂಟಿ ಯೋಜನೆಗಳಿಂದ ಬಡಜನರಿಗೆ ಸಾಕಷ್ಟು ಅನುಕೂಲವಾಗಿದೆ. ರಾಜ್ಯದ 7 ಕೋಟಿ ಜನರ ಪೈಕಿ 3 ಕೋಟಿಯಷ್ಟು ಮಹಿಳೆಯರು ಉಚಿತ ಪ್ರಯಾಣ ಮಾಡಲು ಶಕ್ತಿಯೋಜನೆ ಸಹಕಾರಿಯಾಗಿದೆ. ಗೃಹಲಕ್ಷ್ಮಿ ಯೋಜನೆಯಡಿ 1.20 ಕೋಟಿ ಕುಟುಂಬಗಳು ಪ್ರತಿ ತಿಂಗಳು 2000 ರೂಪಾಯಿ ಪಡೆಯುತ್ತಿದ್ದಾರೆ. <box>147 988 287 1020</box>
pump-machine-green <box>637 813 712 846</box>
column-divider-5 <box>571 785 572 1023</box>
second-band-left-spacer <box>8 559 146 775</box>
info-kn-date: 24-09-2024 ಮಂಗಳವಾರ 2024 <box>80 163 159 170</box>
newspaper-title: ಪ್ರತ್ಯಕ್ಷ ನಾಡು <box>227 20 493 93</box>
mid-story-1-rule <box>157 576 362 577</box>
ad-product-trailer-image <box>682 67 737 117</box>
bottom-para-6: ಸಭೆಯಲ್ಲಿ ಜಲಸಂಪನ್ಮೂಲ ಸಚಿವರು, ಸ್ಥಳೀಯ ಶಾಸಕರು, ಸಂಸದರು, ಜಿಲ್ಲಾಧಿಕಾರಿ ಸೇರಿದಂತೆ ಹಲವು ಗಣ್ಯರು ಉಪಸ್ಥಿತರಿದ್ದರು. <box>292 871 426 887</box>
dignitaries-crowd <box>496 240 616 389</box>
lead-headline-rule <box>157 210 742 211</box>
mid-story-2-para-2: ತಿರುಪತಿ ಲಡ್ಡು ವಿವಾದದ ಬಗ್ಗೆ ಮಾತನಾಡಿದ ಅವರು, ಹಿಂದಿನ ಸರ್ಕಾರದ ಅವಧಿಯಲ್ಲಿ ನಡೆದ ಲೋಪಗಳ ಬಗ್ಗೆ ಸಮಗ್ರ ತನಿಖೆ ನಡೆಯಬೇಕು ಎಂದು ಆಗ್ರಹಿಸಿದರು. <box>373 683 473 706</box>
ambulance-light-bar <box>295 281 406 291</box>
editor-label-1: ಸಂಪಾದಕರು <box>70 30 96 38</box>
bottom-para-5: ವಿಜಯನಗರ ಜಿಲ್ಲೆಯ ಅಭಿವೃದ್ಧಿಗೆ ವಿಶೇಷ ಅನುದಾನ ನೀಡಲಾಗುವುದು. ಹೊಸಪೇಟೆ ನಗರದ ಮೂಲಸೌಕರ್ಯ ಅಭಿವೃದ್ಧಿಗೆ ಕ್ರಮ ಕೈಗೊಳ್ಳಲಾಗುವುದು ಎಂದು ಭರವಸೆ ನೀಡಿದರು. <box>292 844 426 867</box>
temple-gopura <box>91 205 126 245</box>
mid-story-1-dateline: ನವದೆಹಲಿ: <box>163 581 182 588</box>
aide-figure <box>165 860 195 954</box>
tree-right <box>349 622 359 649</box>
info-price-page: Price: 4 Rs. Page: 4 <box>431 162 500 172</box>
newspaper-subtitle-kannada: ಕನ್ನಡ ದಿನಪತ್ರಿಕೆ <box>503 92 546 103</box>
bjp-leader-photo <box>512 600 578 682</box>
mid-story-2-rule <box>373 595 578 596</box>
mid-story-1-more-link[interactable]: ✎ ಮುಂ ಪುಟ <box>339 733 362 740</box>
left-story-2-body-top <box>8 419 90 501</box>
lead-para-4: ರಾಜ್ಯದಲ್ಲಿ ಪ್ರತಿ ವರ್ಷ ಸರಾಸರಿ 10 ಸಾವಿರಕ್ಕೂ ಹೆಚ್ಚು ಮಂದಿ ರಸ್ತೆ ಅಪಘಾತಗಳಲ್ಲಿ ಮೃತಪಡುತ್ತಿದ್ದಾರೆ. ಈ ಪೈಕಿ ಶೇ 30 ರಷ್ಟು ಪ್ರಕರಣಗಳು ಮದ್ಯಪಾನ ಮಾಡಿ ವಾಹನ ಚಲಾಯಿಸಿದ ಕಾರಣದಿಂದ ಸಂಭವಿಸಿವೆ. <box>157 332 277 355</box>
info-kn-page: ಪುಟ: 4 <box>204 163 222 170</box>
bottom-right-more-link[interactable]: ✎ ಮುಂ ಪುಟ <box>719 975 742 982</box>
cm-kurta <box>195 867 272 954</box>
left-column <box>8 183 146 548</box>
masthead-publisher-info <box>8 6 158 129</box>
left-story-1-para-3: ಪಂಚಗವ್ಯವನ್ನು ಗೋಮೂತ್ರ, ಸಗಣಿ, ಹಾಲು, ಮೊಸರು ಮತ್ತು ತುಪ್ಪದಿಂದ ತಯಾರಿಸಲಾಗುತ್ತದೆ. ಇದನ್ನು ದೇವಾಲಯದ ಆವರಣದಲ್ಲಿ ಸಿಂಪಡಿಸಿ ಶುದ್ಧೀಕರಣ ಮಾಡಲಾಯಿತು. <box>8 341 146 364</box>
green-flag-lower <box>395 304 490 369</box>
left-column-divider <box>8 397 146 398</box>
right-story-headline-line1: ಮಹಾಲಕ್ಷ್ಮೀ ಹಂತಕರು ಒಬ್ಬನೋ ಅಥವಾ <box>603 557 728 569</box>
lead-para-5: ಹೊಸ ಸಂಚಾರಿ ನಿಯಮಗಳ ಪ್ರಕಾರ ಮದ್ಯ ಸೇವಿಸಿ ವಾಹನ ಚಲಾಯಿಸಿದರೆ 10 ಸಾವಿರ ರೂ. ದಂಡ ಹಾಗೂ ಆರು ತಿಂಗಳ ಜೈಲು ಶಿಕ್ಷೆ ವಿಧಿಸಲು ಅವಕಾಶವಿದೆ. ಎಲ್ಲಾ ಜಿಲ್ಲೆಗಳಲ್ಲಿ ಬ್ರೀಥ್ ಅನಲೈಸರ್ ಯಂತ್ರಗಳನ್ನು ನೀಡಲಾಗಿದೆ. <box>157 359 277 391</box>
bottom-right-para-2: ಯೋಜನೆಯಿಂದ ಬೆಂಗಳೂರಿನ 110 ಹಳ್ಳಿಗಳಿಗೆ ಕುಡಿಯುವ ನೀರು ಪೂರೈಕೆಯಾಗಲಿದೆ. ಒಟ್ಟು 5550 ಕೋಟಿ ರೂಪಾಯಿ ವೆಚ್ಚದಲ್ಲಿ ಈ ಯೋಜನೆ ಪೂರ್ಣಗೊಂಡಿದೆ. <box>577 943 657 975</box>
